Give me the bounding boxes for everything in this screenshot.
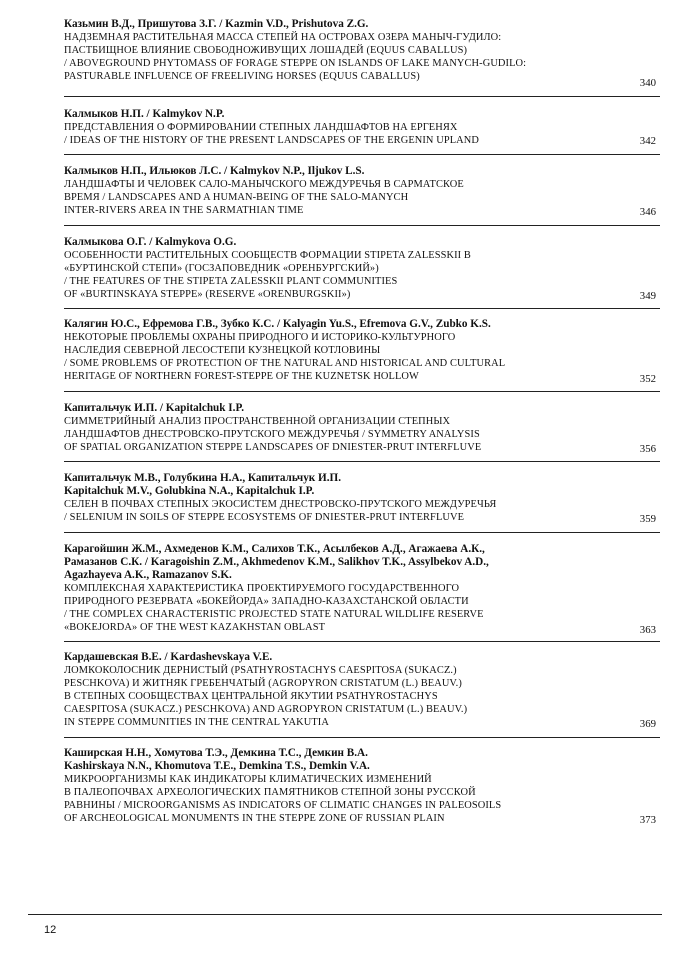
entry-authors: Капитальчук И.П. / Kapitalchuk I.P. <box>64 402 245 414</box>
entry-title: НАДЗЕМНАЯ РАСТИТЕЛЬНАЯ МАССА СТЕПЕЙ НА ОСТРОВАХ ОЗЕРА МАНЫЧ-ГУДИЛО: ПАСТБИЩНОЕ ВЛИЯНИЕ СВОБОДНОЖИВУЩИХ ЛОШАДЕЙ (EQUUS CABALLUS) / ABOVEGROUND PHYTOMASS OF FORAGE STEPPE ON ISLANDS OF LAKE MANYCH-GUDILO: PASTURABLE INFLUENCE OF FREELIVING HORSES (EQUUS CABALLUS) <box>64 32 527 82</box>
separator <box>64 737 660 738</box>
entry-title: МИКРООРГАНИЗМЫ КАК ИНДИКАТОРЫ КЛИМАТИЧЕСКИХ ИЗМЕНЕНИЙ В ПАЛЕОПОЧВАХ АРХЕОЛОГИЧЕСКИХ ПАМЯТНИКОВ СТЕПНОЙ ЗОНЫ РУССКОЙ РАВНИНЫ / MICROORGANISMS AS INDICATORS OF CLIMATIC CHANGES IN PALEOSOILS OF ARCHEOLOGICAL MONUMENTS IN THE STEPPE ZONE OF RUSSIAN PLAIN <box>64 774 502 824</box>
entry-page-number: 342 <box>636 135 656 148</box>
toc-entry <box>64 747 656 827</box>
entry-title: КОМПЛЕКСНАЯ ХАРАКТЕРИСТИКА ПРОЕКТИРУЕМОГО ГОСУДАРСТВЕННОГО ПРИРОДНОГО РЕЗЕРВАТА «БОКЕЙОРДА» ЗАПАДНО-КАЗАХСТАНСКОЙ ОБЛАСТИ / THE COMPLEX CHARACTERISTIC PROJECTED STATE NATURAL WILDLIFE RESERVE «BOKEJORDA» OF THE WEST KAZAKHSTAN OBLAST <box>64 583 484 633</box>
entry-page-number: 346 <box>636 206 656 219</box>
separator <box>64 308 660 309</box>
separator <box>64 391 660 392</box>
entry-authors: Карагойшин Ж.М., Ахмеденов К.М., Салихов Т.К., Асылбеков А.Д., Агажаева А.К., Рамазанов С.К. / Karagoishin Z.M., Akhmedenov K.M., Salikhov T.K., Assylbekov A.D., Agazhayeva A.K., Ramazanov S.K. <box>64 543 489 581</box>
separator <box>64 154 660 155</box>
entry-authors: Кардашевская В.Е. / Kardashevskaya V.E. <box>64 651 273 663</box>
footer-page-number: 12 <box>44 924 57 936</box>
entry-authors: Калмыкова О.Г. / Kalmykova O.G. <box>64 236 237 248</box>
toc-entry <box>64 236 656 303</box>
entry-authors: Калмыков Н.П. / Kalmykov N.P. <box>64 108 225 120</box>
entry-authors: Капитальчук М.В., Голубкина Н.А., Капитальчук И.П. Kapitalchuk M.V., Golubkina N.A., Kapitalchuk I.P. <box>64 472 342 497</box>
entry-authors: Каширская Н.Н., Хомутова Т.Э., Демкина Т.С., Демкин В.А. Kashirskaya N.N., Khomutova T.E., Demkina T.S., Demkin V.A. <box>64 747 370 772</box>
separator <box>64 532 660 533</box>
separator <box>64 225 660 226</box>
toc-entry <box>64 402 656 456</box>
separator <box>64 96 660 97</box>
entry-authors: Калягин Ю.С., Ефремова Г.В., Зубко К.С. / Kalyagin Yu.S., Efremova G.V., Zubko K.S. <box>64 318 491 330</box>
entry-page-number: 352 <box>636 373 656 386</box>
entry-title: СИММЕТРИЙНЫЙ АНАЛИЗ ПРОСТРАНСТВЕННОЙ ОРГАНИЗАЦИИ СТЕПНЫХ ЛАНДШАФТОВ ДНЕСТРОВСКО-ПРУТСКОГО МЕЖДУРЕЧЬЯ / SYMMETRY ANALYSIS OF SPATIAL ORGANIZATION STEPPE LANDSCAPES OF DNIESTER-PRUT INTERFLUVE <box>64 416 482 453</box>
toc-entry <box>64 651 656 731</box>
toc-entry <box>64 472 656 526</box>
toc-entry <box>64 318 656 386</box>
entry-page-number: 363 <box>636 624 656 637</box>
entry-title: СЕЛЕН В ПОЧВАХ СТЕПНЫХ ЭКОСИСТЕМ ДНЕСТРОВСКО-ПРУТСКОГО МЕЖДУРЕЧЬЯ / SELENIUM IN SOILS OF STEPPE ECOSYSTEMS OF DNIESTER-PRUT INTERFLUVE <box>64 499 497 523</box>
entry-page-number: 373 <box>636 814 656 827</box>
entry-title: ЛАНДШАФТЫ И ЧЕЛОВЕК САЛО-МАНЫЧСКОГО МЕЖДУРЕЧЬЯ В САРМАТСКОЕ ВРЕМЯ / LANDSCAPES AND A HUMAN-BEING OF THE SALO-MANYCH INTER-RIVERS AREA IN THE SARMATHIAN TIME <box>64 179 464 216</box>
entry-authors: Казьмин В.Д., Пришутова З.Г. / Kazmin V.D., Prishutova Z.G. <box>64 18 369 30</box>
entry-page-number: 356 <box>636 443 656 456</box>
entry-authors: Калмыков Н.П., Ильюков Л.С. / Kalmykov N.P., Iljukov L.S. <box>64 165 365 177</box>
entry-page-number: 359 <box>636 513 656 526</box>
separator <box>64 461 660 462</box>
entry-title: НЕКОТОРЫЕ ПРОБЛЕМЫ ОХРАНЫ ПРИРОДНОГО И ИСТОРИКО-КУЛЬТУРНОГО НАСЛЕДИЯ СЕВЕРНОЙ ЛЕСОСТЕПИ КУЗНЕЦКОЙ КОТЛОВИНЫ / SOME PROBLEMS OF PROTECTION OF THE NATURAL AND HISTORICAL AND CULTURAL HERITAGE OF NORTHERN FOREST-STEPPE OF THE KUZNETSK HOLLOW <box>64 332 506 382</box>
toc-entry <box>64 18 656 90</box>
toc-entry <box>64 108 656 148</box>
footer-rule <box>28 914 662 915</box>
entry-page-number: 369 <box>636 718 656 731</box>
entry-page-number: 349 <box>636 290 656 303</box>
entry-title: ОСОБЕННОСТИ РАСТИТЕЛЬНЫХ СООБЩЕСТВ ФОРМАЦИИ STIPETA ZALESSKII В «БУРТИНСКОЙ СТЕПИ» (ГОСЗАПОВЕДНИК «ОРЕНБУРГСКИЙ») / THE FEATURES OF THE STIPETA ZALESSKII PLANT COMMUNITIES OF «BURTINSKAYA STEPPE» (RESERVE «ORENBURGSKII») <box>64 250 471 300</box>
toc-entry <box>64 165 656 219</box>
toc-entry <box>64 543 656 637</box>
entry-page-number: 340 <box>636 77 656 90</box>
separator <box>64 641 660 642</box>
entry-title: ПРЕДСТАВЛЕНИЯ О ФОРМИРОВАНИИ СТЕПНЫХ ЛАНДШАФТОВ НА ЕРГЕНЯХ / IDEAS OF THE HISTORY OF THE PRESENT LANDSCAPES OF THE ERGENIN UPLAND <box>64 122 479 146</box>
entry-title: ЛОМКОКОЛОСНИК ДЕРНИСТЫЙ (PSATHYROSTACHYS CAESPITOSA (SUKACZ.) PESCHKOVA) И ЖИТНЯК ГРЕБЕНЧАТЫЙ (AGROPYRON CRISTATUM (L.) BEAUV.) В СТЕПНЫХ СООБЩЕСТВАХ ЦЕНТРАЛЬНОЙ ЯКУТИИ PSATHYROSTACHYS CAESPITOSA (SUKACZ.) PESCHKOVA) AND AGROPYRON CRISTATUM (L.) BEAUV.) IN STEPPE COMMUNITIES IN THE CENTRAL YAKUTIA <box>64 665 468 728</box>
